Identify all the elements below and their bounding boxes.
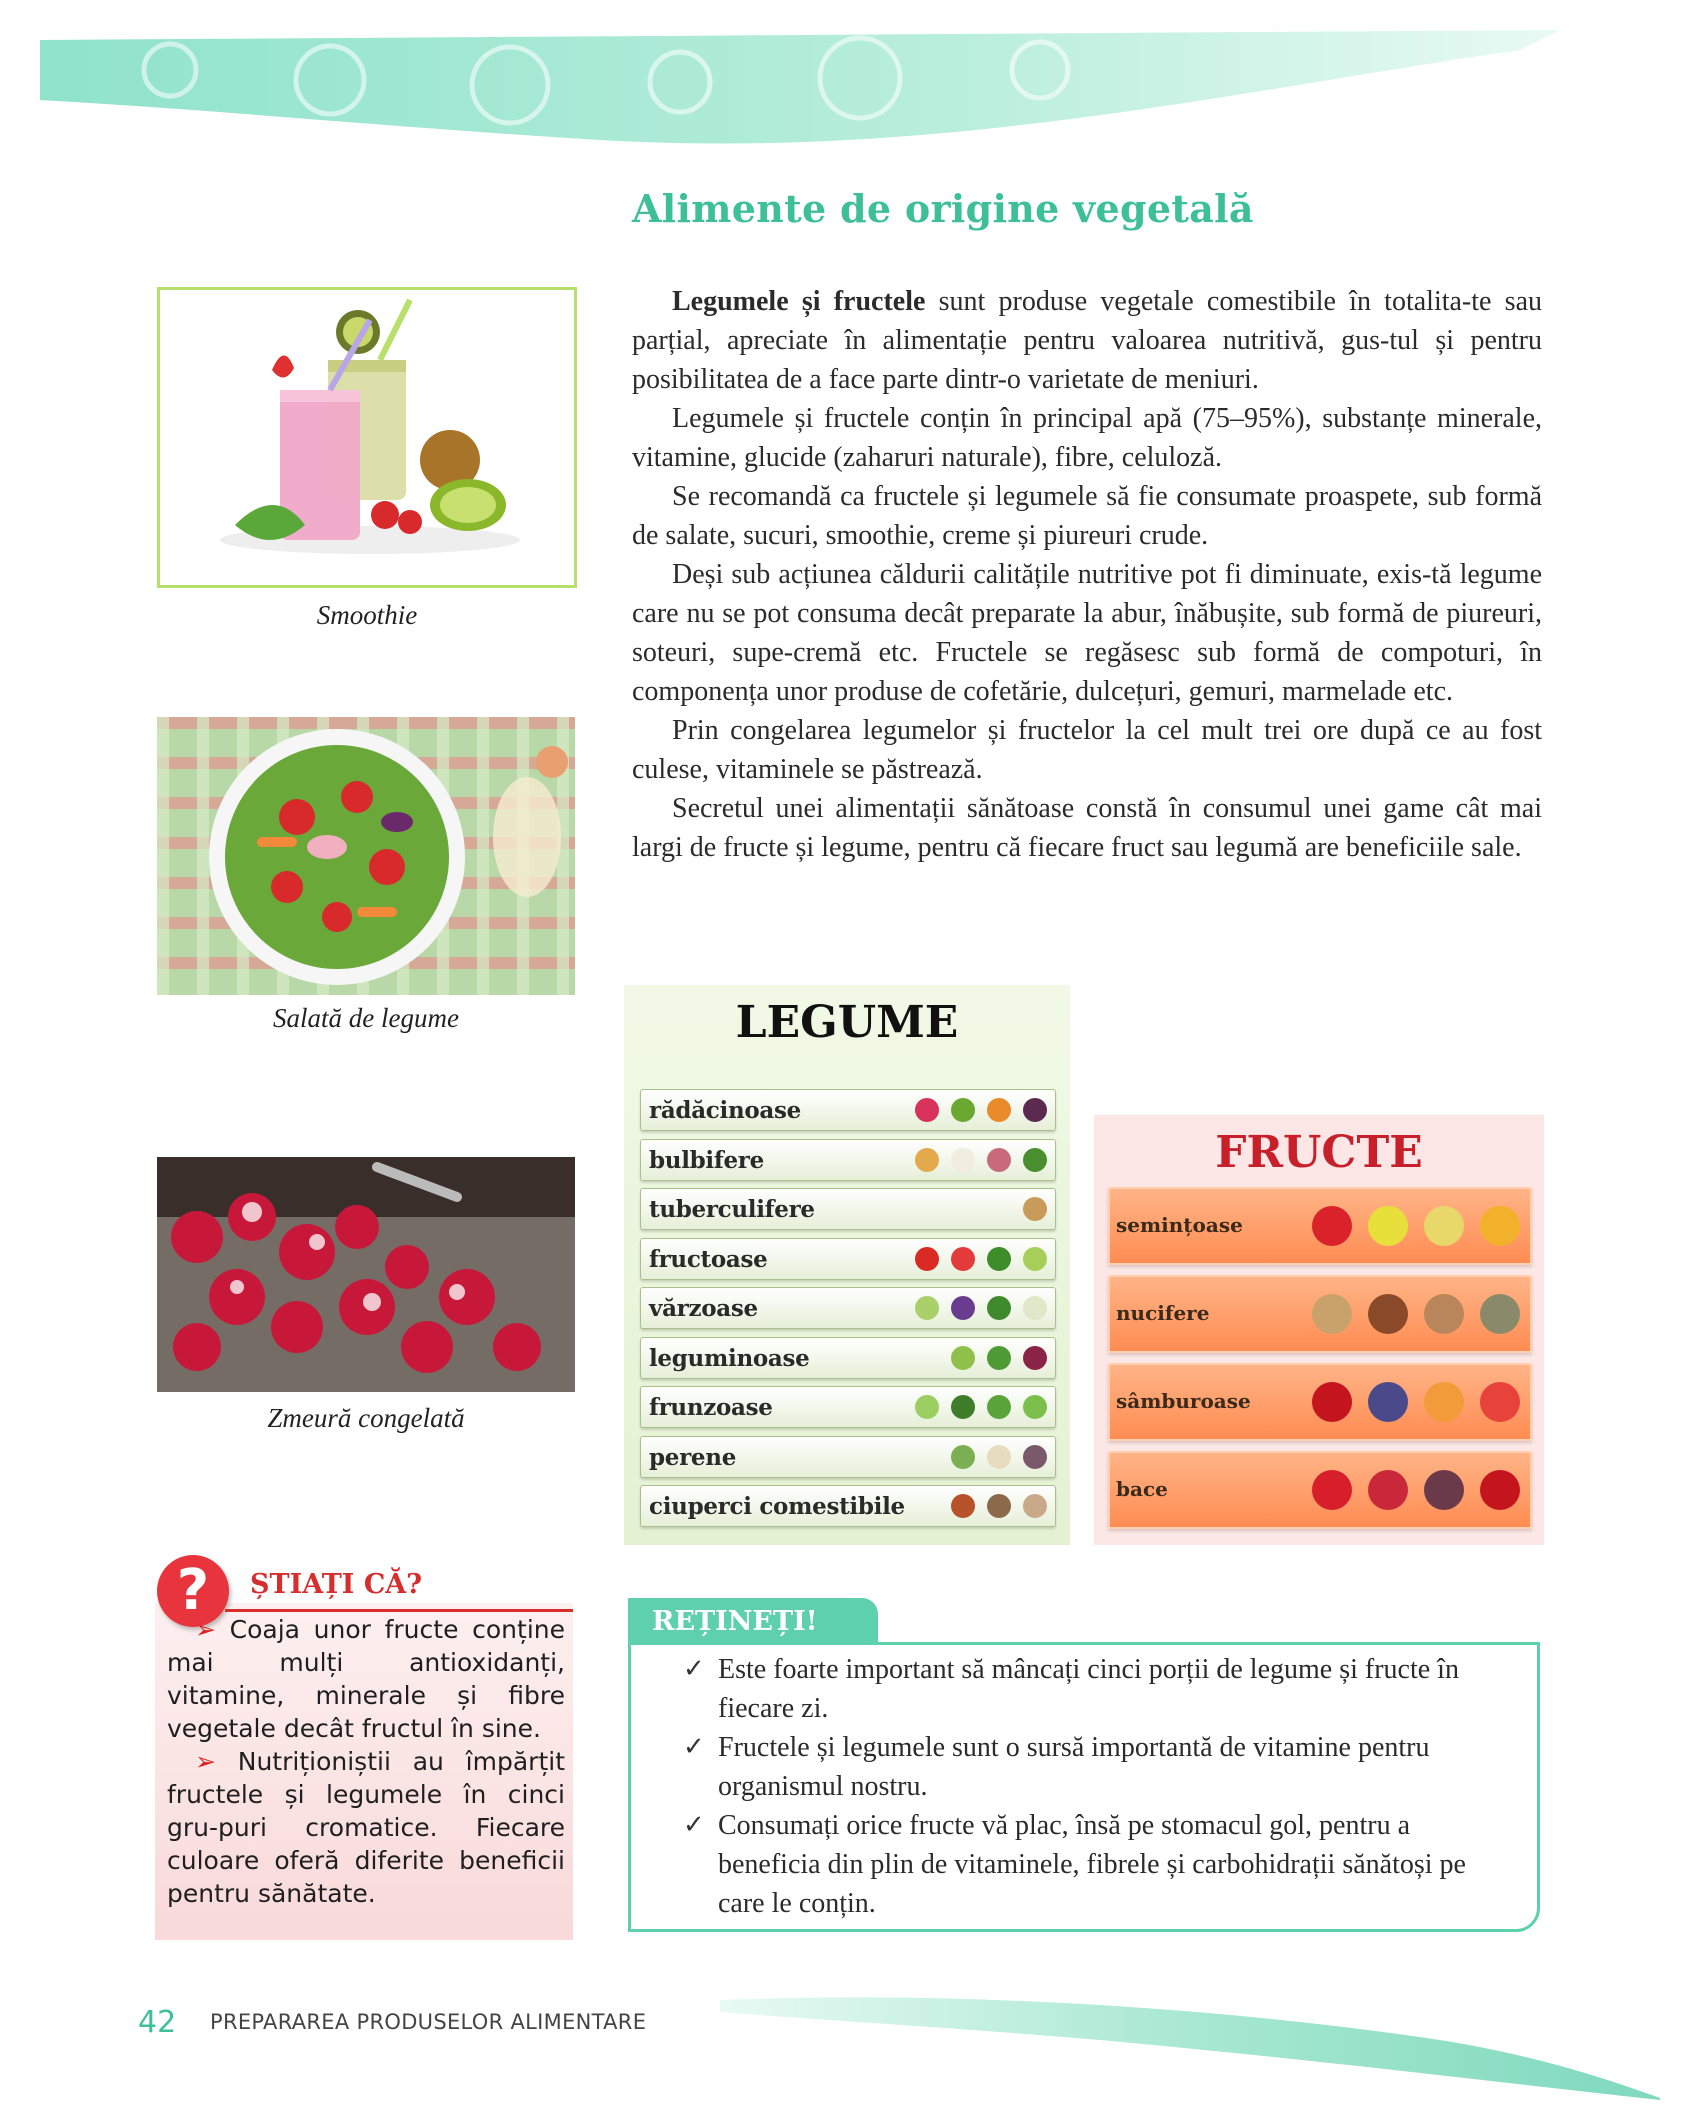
- fructe-row-label: nucifere: [1116, 1301, 1210, 1325]
- fruit-icon: [1368, 1470, 1408, 1510]
- fruit-icon: [1480, 1206, 1520, 1246]
- vegetable-icons: [915, 1292, 1047, 1324]
- legume-row: [640, 1188, 1056, 1230]
- legume-row: [640, 1436, 1056, 1478]
- vegetable-icons: [951, 1342, 1047, 1374]
- paragraph-3: Se recomandă ca fructele și legumele să fie consumate proaspete, sub formă de salate, sucuri, smoothie, creme și piureuri crude.: [632, 481, 1542, 551]
- did-you-know-text: [167, 1613, 565, 1910]
- vegetable-icon: [915, 1296, 939, 1320]
- check-icon: ✓: [683, 1810, 705, 1840]
- vegetable-icon: [1023, 1346, 1047, 1370]
- check-icon: ✓: [683, 1654, 705, 1684]
- fruit-icon: [1312, 1294, 1352, 1334]
- fructe-row-label: semințoase: [1116, 1213, 1243, 1237]
- vegetable-icon: [987, 1247, 1011, 1271]
- raspberry-caption: Zmeură congelată: [267, 1403, 465, 1433]
- fruit-icon: [1480, 1382, 1520, 1422]
- vegetable-icon: [951, 1148, 975, 1172]
- remember-item-text: Este foarte important să mâncați cinci porții de legume și fructe în fiecare zi.: [718, 1654, 1459, 1724]
- remember-tab: [628, 1598, 878, 1644]
- fruit-icon: [1368, 1206, 1408, 1246]
- fruit-icon: [1424, 1294, 1464, 1334]
- paragraph-4: Deși sub acțiunea căldurii calitățile nutritive pot fi diminuate, exis-tă legume care nu se pot consuma decât preparate la abur, înăbușite, sub formă de piureuri, soteuri, supe-cremă etc. Fructele se regăsesc sub formă de compoturi, în componența unor produse de cofetărie, dulcețuri, gemuri, marmelade etc.: [632, 559, 1542, 707]
- vegetable-icon: [1023, 1098, 1047, 1122]
- fruit-icon: [1312, 1470, 1352, 1510]
- vegetable-icon: [987, 1098, 1011, 1122]
- vegetable-icon: [915, 1098, 939, 1122]
- arrow-icon: ➢: [195, 1615, 216, 1644]
- arrow-icon: ➢: [195, 1747, 216, 1776]
- vegetable-icons: [915, 1094, 1047, 1126]
- header-banner: [40, 30, 1560, 150]
- remember-title: REȚINEȚI!: [652, 1606, 818, 1637]
- fruit-icon: [1424, 1382, 1464, 1422]
- vegetable-icons: [915, 1144, 1047, 1176]
- fruit-icons: [1312, 1379, 1520, 1425]
- fruit-icon: [1480, 1470, 1520, 1510]
- vegetable-icon: [1023, 1197, 1047, 1221]
- fruit-icons: [1312, 1467, 1520, 1513]
- vegetable-icons: [915, 1391, 1047, 1423]
- legume-row-label: frunzoase: [649, 1394, 773, 1421]
- vegetable-icon: [951, 1098, 975, 1122]
- legume-row: [640, 1287, 1056, 1329]
- vegetable-icon: [1023, 1395, 1047, 1419]
- legume-panel: [624, 985, 1070, 1545]
- vegetable-icon: [951, 1445, 975, 1469]
- did-you-know-item-text: Nutriționiștii au împărțit fructele și legumele în cinci gru-puri cromatice. Fiecare culoare oferă diferite beneficii pentru sănătate.: [167, 1747, 565, 1908]
- vegetable-icon: [1023, 1247, 1047, 1271]
- fruit-icon: [1480, 1294, 1520, 1334]
- fructe-row: [1108, 1363, 1532, 1441]
- did-you-know-item: [167, 1745, 565, 1910]
- legume-row-label: fructoase: [649, 1245, 768, 1273]
- legume-row-label: leguminoase: [649, 1344, 810, 1372]
- vegetable-icon: [987, 1395, 1011, 1419]
- did-you-know-divider: [225, 1609, 573, 1612]
- legume-title: LEGUME: [735, 997, 959, 1048]
- vegetable-icon: [987, 1494, 1011, 1518]
- fruit-icon: [1368, 1294, 1408, 1334]
- did-you-know-box: [155, 1555, 573, 1940]
- vegetable-icon: [951, 1346, 975, 1370]
- fructe-row: [1108, 1275, 1532, 1353]
- salad-illustration: [157, 717, 575, 995]
- section-title: Alimente de origine vegetală: [632, 186, 1254, 231]
- fruit-icon: [1424, 1470, 1464, 1510]
- legume-row-label: perene: [649, 1443, 737, 1471]
- remember-item-text: Consumați orice fructe vă plac, însă pe stomacul gol, pentru a beneficia din plin de vitaminele, fibrele și carbohidrații sănătoși pe care le conțin.: [718, 1810, 1466, 1919]
- fruit-icon: [1368, 1382, 1408, 1422]
- fructe-title: FRUCTE: [1215, 1127, 1423, 1178]
- vegetable-icon: [951, 1247, 975, 1271]
- did-you-know-title: ȘTIAȚI CĂ?: [250, 1569, 423, 1600]
- paragraph-6: Secretul unei alimentații sănătoase constă în consumul unei game cât mai largi de fructe și legume, pentru că fiecare fruct sau legumă are beneficiile sale.: [632, 793, 1542, 863]
- legume-row: [640, 1485, 1056, 1527]
- vegetable-icons: [1023, 1193, 1047, 1225]
- question-icon: ?: [157, 1555, 229, 1627]
- fructe-panel: [1094, 1115, 1544, 1545]
- fruit-icon: [1424, 1206, 1464, 1246]
- legume-row: [640, 1139, 1056, 1181]
- vegetable-icon: [987, 1445, 1011, 1469]
- legume-row-label: bulbifere: [649, 1146, 764, 1174]
- vegetable-icon: [1023, 1296, 1047, 1320]
- legume-row: [640, 1238, 1056, 1280]
- remember-item: [683, 1806, 1503, 1923]
- paragraph-1-bold: Legumele și fructele: [672, 286, 926, 317]
- footer-banner: [720, 1990, 1660, 2100]
- legume-row: [640, 1089, 1056, 1131]
- vegetable-icon: [1023, 1494, 1047, 1518]
- smoothie-caption: Smoothie: [316, 600, 418, 630]
- salad-caption: Salată de legume: [273, 1003, 459, 1033]
- fruit-icons: [1312, 1203, 1520, 1249]
- fructe-row-label: bace: [1116, 1477, 1168, 1501]
- vegetable-icon: [915, 1148, 939, 1172]
- smoothie-illustration: [160, 290, 574, 585]
- did-you-know-item-text: Coaja unor fructe conține mai mulți antioxidanți, vitamine, minerale și fibre vegetale decât fructul în sine.: [167, 1615, 565, 1743]
- vegetable-icon: [1023, 1148, 1047, 1172]
- vegetable-icon: [987, 1296, 1011, 1320]
- main-text: [632, 282, 1542, 867]
- legume-row-label: vărzoase: [649, 1295, 758, 1322]
- paragraph-2: Legumele și fructele conțin în principal apă (75–95%), substanțe minerale, vitamine, glucide (zaharuri naturale), fibre, celuloză.: [632, 403, 1542, 473]
- vegetable-icon: [1023, 1445, 1047, 1469]
- running-title: PREPARAREA PRODUSELOR ALIMENTARE: [210, 2010, 647, 2034]
- remember-box: [628, 1598, 1542, 1938]
- paragraph-1: [632, 282, 1542, 399]
- vegetable-icon: [987, 1148, 1011, 1172]
- legume-row-label: ciuperci comestibile: [649, 1493, 905, 1520]
- fruit-icon: [1312, 1382, 1352, 1422]
- vegetable-icons: [951, 1441, 1047, 1473]
- remember-item: [683, 1650, 1503, 1728]
- fructe-row-label: sâmburoase: [1116, 1389, 1251, 1413]
- raspberry-illustration: [157, 1157, 575, 1392]
- legume-row-label: tuberculifere: [649, 1196, 815, 1223]
- paragraph-1-text: sunt produse vegetale comestibile în totalita-te sau parțial, apreciate în alimentație pentru valoarea nutritivă, gus-tul și pentru posibilitatea de a face parte dintr-o varietate de meniuri.: [632, 286, 1542, 395]
- vegetable-icon: [915, 1247, 939, 1271]
- check-icon: ✓: [683, 1732, 705, 1762]
- did-you-know-item: [167, 1613, 565, 1745]
- fructe-row: [1108, 1187, 1532, 1265]
- remember-item: [683, 1728, 1503, 1806]
- fructe-row: [1108, 1451, 1532, 1529]
- raspberry-photo: [157, 1157, 575, 1392]
- vegetable-icons: [915, 1243, 1047, 1275]
- vegetable-icons: [951, 1490, 1047, 1522]
- paragraph-5: Prin congelarea legumelor și fructelor la cel mult trei ore după ce au fost culese, vitaminele se păstrează.: [632, 715, 1542, 785]
- vegetable-icon: [915, 1395, 939, 1419]
- fruit-icons: [1312, 1291, 1520, 1337]
- fruit-icon: [1312, 1206, 1352, 1246]
- salad-photo: [157, 717, 575, 995]
- vegetable-icon: [951, 1296, 975, 1320]
- remember-list: [683, 1650, 1503, 1923]
- vegetable-icon: [987, 1346, 1011, 1370]
- remember-item-text: Fructele și legumele sunt o sursă importantă de vitamine pentru organismul nostru.: [718, 1732, 1430, 1802]
- vegetable-icon: [951, 1494, 975, 1518]
- smoothie-photo: [157, 287, 577, 588]
- legume-row: [640, 1386, 1056, 1428]
- page-number: 42: [138, 2005, 177, 2040]
- vegetable-icon: [951, 1395, 975, 1419]
- legume-row-label: rădăcinoase: [649, 1097, 801, 1124]
- legume-row: [640, 1337, 1056, 1379]
